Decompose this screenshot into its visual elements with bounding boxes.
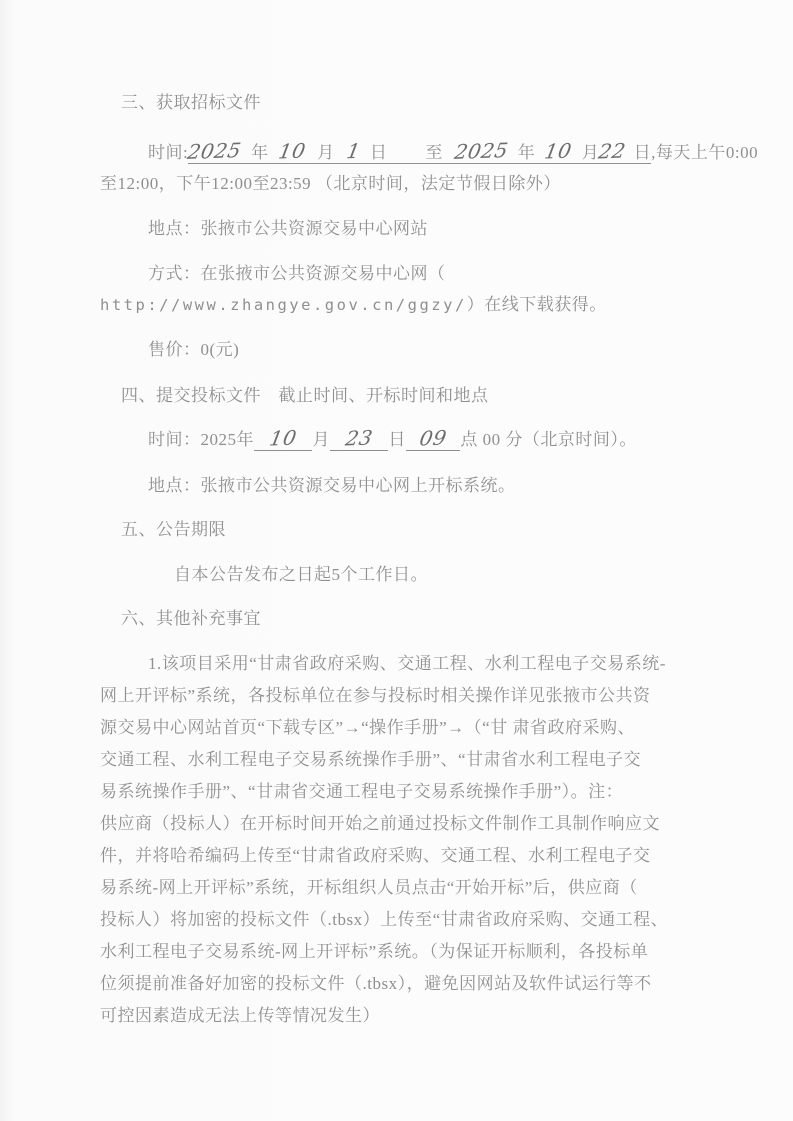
handwritten-day-from: 1: [344, 138, 363, 164]
paragraph-line: 易系统-网上开评标”系统，开标组织人员点击“开始开标”后，供应商（: [100, 878, 638, 897]
paragraph-line: 位须提前准备好加密的投标文件（.tbsx），避免因网站及软件试运行等不: [100, 974, 652, 993]
day-blank-filled: [330, 425, 388, 451]
month-unit: 月: [312, 430, 330, 449]
s3-method-line2: [100, 294, 607, 315]
paragraph-line: 水利工程电子交易系统-网上开评标”系统。（为保证开标顺利，各投标单: [100, 942, 649, 961]
day-unit: 日: [633, 143, 652, 162]
month-unit: 月: [581, 143, 600, 162]
time-suffix: 点 00 分（北京时间）。: [460, 430, 637, 449]
s3-location-line: 地点：张掖市公共资源交易中心网站: [148, 219, 428, 238]
time-blank-filled: [185, 138, 652, 164]
s3-time-line: [148, 138, 759, 164]
s4-location-line: 地点：张掖市公共资源交易中心网上开标系统。: [148, 476, 516, 495]
s4-time-line: [148, 425, 637, 451]
section3-heading: 三、获取招标文件: [121, 93, 261, 112]
to-label: 至: [425, 143, 443, 162]
handwritten-month-from: 10: [276, 138, 308, 164]
paragraph-line: 源交易中心网站首页“下载专区”→“操作手册”→（“甘 肃省政府采购、: [100, 718, 635, 737]
day-unit: 日: [369, 143, 388, 162]
day-unit: 日: [388, 430, 406, 449]
section5-heading: 五、公告期限: [121, 520, 226, 539]
time-suffix: ,每天上午0:00: [651, 143, 759, 162]
month-unit: 月: [317, 143, 335, 162]
paragraph-line: 可控因素造成无法上传等情况发生）: [100, 1006, 380, 1025]
month-blank-filled: [254, 425, 312, 451]
handwritten-hour: 09: [417, 425, 449, 451]
time-label: 时间:: [148, 143, 189, 162]
year-unit: 年: [251, 143, 269, 162]
handwritten-year-from: 2025: [185, 138, 244, 164]
handwritten-day: 23: [343, 425, 375, 451]
paragraph-line: 供应商（投标人）在开标时间开始之前通过投标文件制作工具制作响应文: [100, 814, 660, 833]
paragraph-line: 易系统操作手册”、“甘肃省交通工程电子交易系统操作手册”）。注：: [100, 782, 624, 801]
paragraph-line: 网上开评标”系统，各投标单位在参与投标时相关操作详见张掖市公共资: [100, 686, 651, 705]
s6-paragraph: [100, 648, 668, 1032]
download-url-text: http://www.zhangye.gov.cn/ggzy/: [100, 296, 467, 314]
hour-blank-filled: [406, 425, 460, 451]
s3-time-wrap-line: 至12:00，下午12:00至23:59 （北京时间，法定节假日除外）: [100, 174, 561, 193]
paragraph-line: 件，并将哈希编码上传至“甘肃省政府采购、交通工程、水利工程电子交: [100, 846, 651, 865]
handwritten-year-to: 2025: [452, 138, 511, 164]
s3-method-line1: 方式：在张掖市公共资源交易中心网（: [148, 264, 446, 283]
paragraph-line: 投标人）将加密的投标文件（.tbsx）上传至“甘肃省政府采购、交通工程、: [100, 910, 669, 929]
section6-heading: 六、其他补充事宜: [121, 609, 261, 628]
s3-price-line: 售价：0(元): [148, 340, 240, 359]
s5-content-line: 自本公告发布之日起5个工作日。: [174, 565, 428, 584]
time-prefix: 时间：2025年: [148, 430, 254, 449]
handwritten-month: 10: [267, 425, 299, 451]
handwritten-day-to: 22: [596, 138, 628, 164]
method-suffix: ）在线下载获得。: [466, 295, 607, 314]
paragraph-line: 交通工程、水利工程电子交易系统操作手册”、“甘肃省水利工程电子交: [100, 750, 642, 769]
handwritten-month-to: 10: [543, 138, 574, 164]
year-unit: 年: [517, 143, 536, 162]
paragraph-line: 1.该项目采用“甘肃省政府采购、交通工程、水利工程电子交易系统-: [148, 654, 666, 673]
section4-heading: 四、提交投标文件 截止时间、开标时间和地点: [121, 386, 489, 405]
